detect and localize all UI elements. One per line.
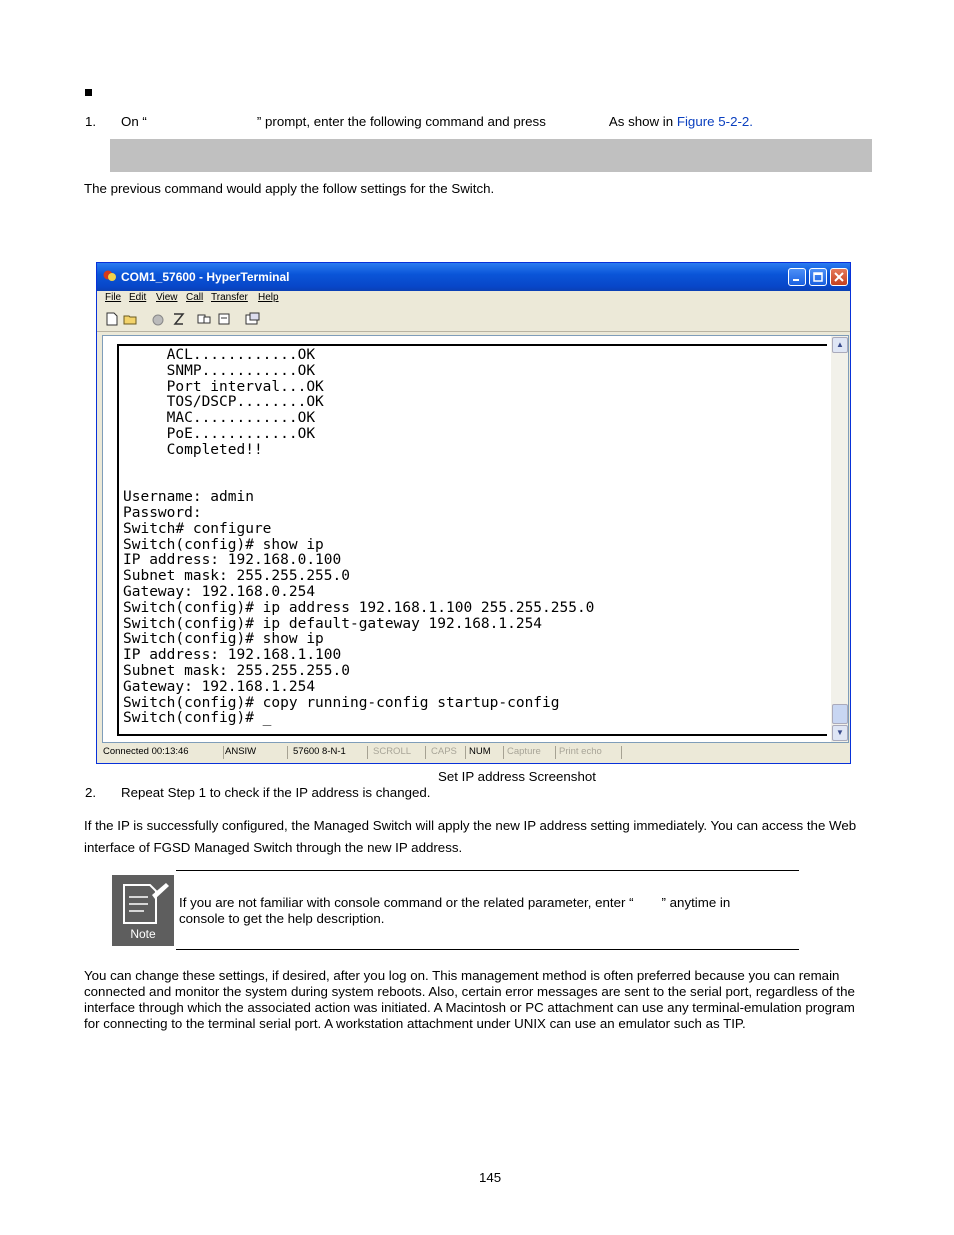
step1-part2: ” prompt, enter the following command and press bbox=[256, 114, 546, 129]
hyperterminal-icon bbox=[103, 269, 117, 283]
terminal-line: MAC............OK bbox=[123, 410, 316, 427]
status-print-echo: Print echo bbox=[559, 746, 622, 759]
terminal-line: Switch# configure bbox=[123, 520, 272, 537]
terminal-line: IP address: 192.168.1.100 bbox=[123, 647, 342, 664]
scroll-up-icon[interactable]: ▲ bbox=[832, 337, 848, 353]
toolbar bbox=[97, 307, 850, 332]
status-capture: Capture bbox=[507, 746, 556, 759]
vertical-scrollbar[interactable] bbox=[831, 336, 848, 742]
status-connected: Connected 00:13:46 bbox=[103, 746, 224, 759]
scroll-down-icon[interactable]: ▼ bbox=[832, 725, 848, 741]
terminal-line: Username: admin bbox=[123, 489, 254, 506]
terminal-line: PoE............OK bbox=[123, 425, 316, 442]
close-button[interactable] bbox=[830, 268, 848, 286]
note-icon-label: Note bbox=[130, 927, 156, 941]
maximize-icon bbox=[810, 269, 826, 285]
status-caps: CAPS bbox=[431, 746, 466, 759]
note-text bbox=[179, 895, 779, 927]
ip-configured-paragraph: If the IP is successfully configured, the Managed Switch will apply the new IP address setting immediately. You can access the Web interface of FGSD Managed Switch through the new IP address. bbox=[84, 818, 857, 855]
menu-view[interactable]: View bbox=[156, 292, 178, 303]
status-emulation: ANSIW bbox=[225, 746, 288, 759]
terminal-line: ACL............OK bbox=[123, 347, 316, 363]
terminal-line bbox=[123, 459, 827, 475]
terminal-line: Switch(config)# ip default-gateway 192.168.1.254 bbox=[123, 615, 543, 632]
terminal-line: Subnet mask: 255.255.255.0 bbox=[123, 568, 350, 585]
connect-icon[interactable] bbox=[151, 312, 166, 326]
step1-number: 1. bbox=[85, 114, 97, 129]
page-number: 145 bbox=[479, 1170, 502, 1185]
note-icon bbox=[112, 875, 174, 946]
step2-number: 2. bbox=[85, 785, 97, 800]
terminal-line bbox=[123, 474, 827, 490]
note-pencil-icon bbox=[112, 875, 174, 946]
new-file-icon[interactable] bbox=[105, 312, 120, 326]
figure-caption: Set IP address Screenshot bbox=[438, 769, 596, 784]
maximize-button[interactable] bbox=[809, 268, 827, 286]
note-part2: ” anytime in console to get the help description. bbox=[179, 895, 731, 926]
note-rule-top bbox=[176, 870, 799, 871]
hyperterminal-window bbox=[96, 262, 851, 764]
menu-transfer[interactable]: Transfer bbox=[211, 292, 248, 303]
properties-icon[interactable] bbox=[245, 312, 260, 326]
terminal-line: Switch(config)# ip address 192.168.1.100 255.255.255.0 bbox=[123, 599, 595, 616]
note-part1: If you are not familiar with console command or the related parameter, enter “ bbox=[179, 895, 634, 910]
menu-call[interactable]: Call bbox=[186, 292, 204, 303]
open-folder-icon[interactable] bbox=[123, 312, 138, 326]
send-icon[interactable] bbox=[197, 312, 212, 326]
terminal-output bbox=[117, 344, 827, 736]
terminal-line: Switch(config)# copy running-config startup-config bbox=[123, 694, 560, 711]
menu-bar bbox=[97, 291, 850, 307]
terminal-line: IP address: 192.168.0.100 bbox=[123, 552, 342, 569]
close-icon bbox=[831, 269, 847, 285]
command-box bbox=[110, 139, 872, 172]
step2-text: Repeat Step 1 to check if the IP address is changed. bbox=[121, 785, 431, 800]
figure-link[interactable]: Figure 5-2-2. bbox=[676, 114, 753, 129]
status-bar bbox=[99, 745, 848, 761]
status-scroll: SCROLL bbox=[373, 746, 426, 759]
terminal-line: TOS/DSCP........OK bbox=[123, 394, 324, 411]
step1-part3: As show in bbox=[608, 114, 674, 129]
status-num: NUM bbox=[469, 746, 504, 759]
terminal-line: Switch(config)# _ bbox=[123, 710, 272, 727]
minimize-button[interactable] bbox=[788, 268, 806, 286]
menu-file[interactable]: File bbox=[105, 292, 122, 303]
terminal-line: Switch(config)# show ip bbox=[123, 631, 324, 648]
section-bullet bbox=[85, 89, 92, 96]
terminal-line: Password: bbox=[123, 504, 202, 521]
window-title: COM1_57600 - HyperTerminal bbox=[121, 270, 290, 284]
receive-icon[interactable] bbox=[217, 312, 232, 326]
previous-command-paragraph: The previous command would apply the follow settings for the Switch. bbox=[84, 181, 495, 196]
terminal-line: Switch(config)# show ip bbox=[123, 536, 324, 553]
step1-part1: On “ bbox=[121, 114, 147, 129]
scroll-thumb[interactable] bbox=[832, 704, 848, 724]
window-titlebar[interactable] bbox=[97, 263, 850, 291]
terminal-line: Gateway: 192.168.0.254 bbox=[123, 583, 316, 600]
terminal-line: Completed!! bbox=[123, 441, 263, 458]
status-settings: 57600 8-N-1 bbox=[293, 746, 368, 759]
terminal-line: Gateway: 192.168.1.254 bbox=[123, 678, 316, 695]
step1-text bbox=[121, 114, 753, 129]
terminal-line: Port interval...OK bbox=[123, 378, 324, 395]
menu-help[interactable]: Help bbox=[258, 292, 279, 303]
log-on-paragraph: You can change these settings, if desired, after you log on. This management method is often preferred because you can remain connected and monitor the system during system reboots. Also, certain error messages are sent to the serial port, regardless of the interface through which the associated action was initiated. A Macintosh or PC attachment can use any terminal-emulation program for connecting to the terminal serial port. A workstation attachment under UNIX can use an emulator such as TIP. bbox=[84, 968, 855, 1031]
menu-edit[interactable]: Edit bbox=[129, 292, 147, 303]
note-rule-bottom bbox=[176, 949, 799, 950]
disconnect-icon[interactable] bbox=[171, 312, 186, 326]
terminal-line: Subnet mask: 255.255.255.0 bbox=[123, 662, 350, 679]
terminal-area[interactable] bbox=[102, 335, 849, 743]
terminal-line: SNMP...........OK bbox=[123, 362, 316, 379]
minimize-icon bbox=[789, 269, 805, 285]
